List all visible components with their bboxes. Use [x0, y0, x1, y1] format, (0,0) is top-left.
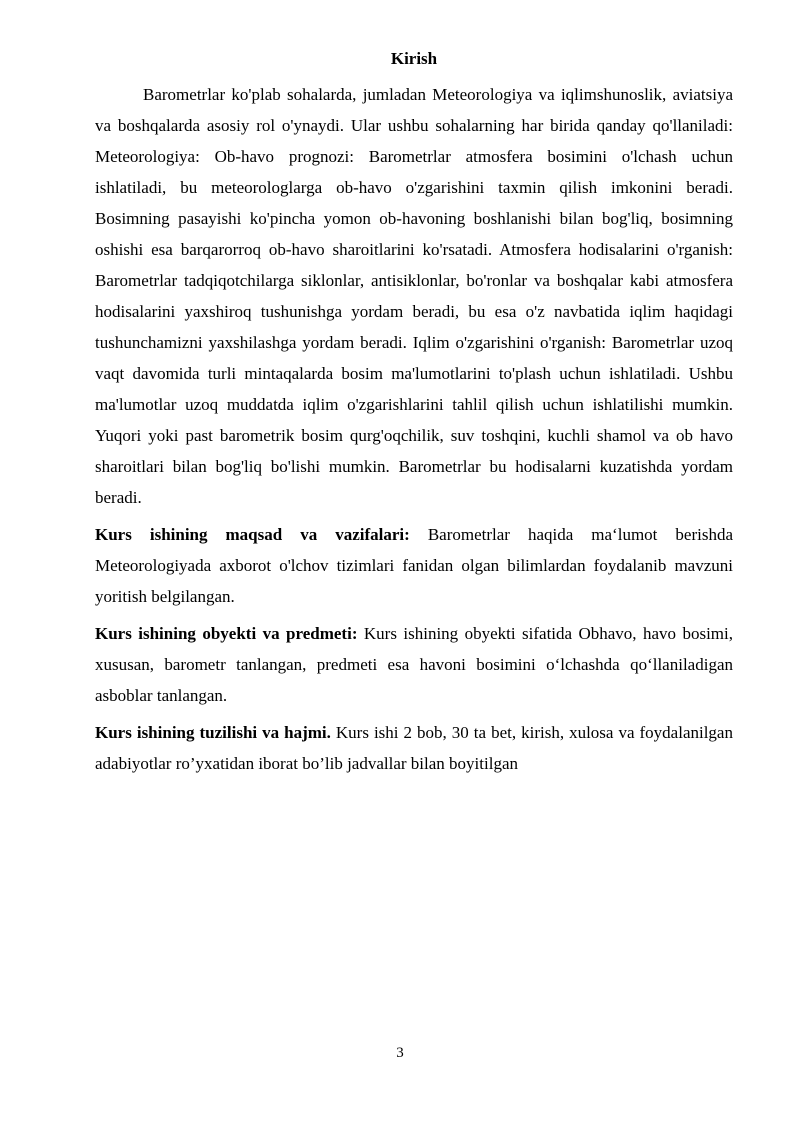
structure-text: Kurs ishi 2 bob, 30 ta bet, kirish, xulosa va foydalanilgan adabiyotlar ro’yxatidan iborat bo’lib jadvallar bilan boyitilgan	[95, 723, 733, 773]
intro-paragraph: Barometrlar ko'plab sohalarda, jumladan Meteorologiya va iqlimshunoslik, aviatsiya va boshqalarda asosiy rol o'ynaydi. Ular ushbu sohalarning har birida qanday qo'llaniladi: Meteorologiya: Ob-havo prognozi: Barometrlar atmosfera bosimini o'lchash uchun ishlatiladi, bu meteorologlarga ob-havo o'zgarishini taxmin qilish imkonini beradi. Bosimning pasayishi ko'pincha yomon ob-havoning boshlanishi bilan bog'liq, bosimning oshishi esa barqarorroq ob-havo sharoitlarini ko'rsatadi. Atmosfera hodisalarini o'rganish: Barometrlar tadqiqotchilarga siklonlar, antisiklonlar, bo'ronlar va boshqalar kabi atmosfera hodisalarini yaxshiroq tushunishga yordam beradi, bu esa o'z navbatida iqlim haqidagi tushunchamizni yaxshilashga yordam beradi. Iqlim o'zgarishini o'rganish: Barometrlar uzoq vaqt davomida turli mintaqalarda bosim ma'lumotlarini to'plash uchun ishlatiladi. Ushbu ma'lumotlar uzoq muddatda iqlim o'zgarishlarini tahlil qilish uchun ishlatilishi mumkin. Yuqori yoki past barometrik bosim qurg'oqchilik, suv toshqini, kuchli shamol va ob havo sharoitlari bilan bog'liq bo'lishi mumkin. Barometrlar bu hodisalarni kuzatishda yordam beradi.	[95, 85, 733, 507]
object-text: Kurs ishining obyekti sifatida Obhavo, havo bosimi, xususan, barometr tanlangan, predmeti esa havoni bosimini oʻlchashda qoʻllaniladigan asboblar tanlangan.	[95, 624, 733, 705]
goals-paragraph	[95, 519, 733, 612]
object-paragraph	[95, 618, 733, 711]
goals-label: Kurs ishining maqsad va vazifalari:	[95, 525, 410, 544]
page-number: 3	[396, 1045, 404, 1061]
object-label: Kurs ishining obyekti va predmeti:	[95, 624, 358, 643]
section-title: Kirish	[390, 49, 438, 68]
document-page	[95, 46, 733, 785]
structure-label: Kurs ishining tuzilishi va hajmi.	[95, 723, 331, 742]
goals-text: Barometrlar haqida maʻlumot berishda Meteorologiyada axborot o'lchov tizimlari fanidan olgan bilimlardan foydalanib mavzuni yoritish belgilangan.	[95, 525, 733, 606]
structure-paragraph	[95, 717, 733, 779]
